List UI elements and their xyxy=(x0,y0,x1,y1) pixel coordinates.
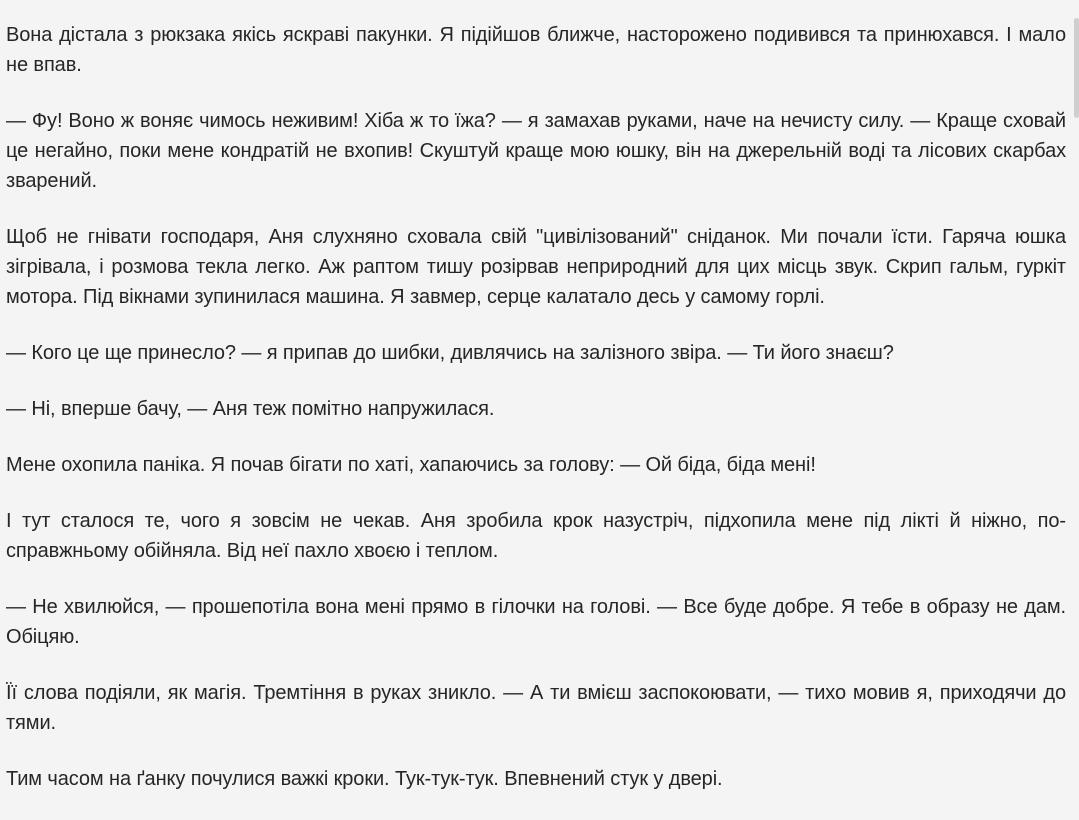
paragraph: — Фу! Воно ж воняє чимось неживим! Хіба ж то їжа? — я замахав руками, наче на нечисту силу. — Краще сховай це негайно, поки мене кондратій не вхопив! Скуштуй краще мою юшку, він на джерельній воді та лісових скарбах зварений. xyxy=(6,110,1066,192)
paragraph: Щоб не гнівати господаря, Аня слухняно сховала свій "цивілізований" сніданок. Ми почали їсти. Гаряча юшка зігрівала, і розмова текла легко. Аж раптом тишу розірвав неприродний для цих місць звук. Скрип гальм, гуркіт мотора. Під вікнами зупинилася машина. Я завмер, серце калатало десь у самому горлі. xyxy=(6,226,1066,308)
paragraph: Мене охопила паніка. Я почав бігати по хаті, хапаючись за голову: — Ой біда, біда мені! xyxy=(6,454,816,476)
paragraph: Тим часом на ґанку почулися важкі кроки. Тук-тук-тук. Впевнений стук у двері. xyxy=(6,768,723,790)
scrollbar-thumb[interactable] xyxy=(1074,18,1079,118)
reading-pane xyxy=(6,20,1066,820)
paragraph: — Не хвилюйся, — прошепотіла вона мені прямо в гілочки на голові. — Все буде добре. Я тебе в образу не дам. Обіцяю. xyxy=(6,596,1066,648)
paragraph: Вона дістала з рюкзака якісь яскраві пакунки. Я підійшов ближче, настороженo подивився та принюхався. І мало не впав. xyxy=(6,24,1066,76)
paragraph: — Кого це ще принесло? — я припав до шибки, дивлячись на залізного звіра. — Ти його знаєш? xyxy=(6,342,894,364)
scrollbar[interactable] xyxy=(1073,0,1079,752)
paragraph: — Ні, вперше бачу, — Аня теж помітно напружилася. xyxy=(6,398,495,420)
paragraph: І тут сталося те, чого я зовсім не чекав. Аня зробила крок назустріч, підхопила мене під лікті й ніжно, по-справжньому обійняла. Від неї пахло хвоєю і теплом. xyxy=(6,510,1066,562)
paragraph: Її слова подіяли, як магія. Тремтіння в руках зникло. — А ти вмієш заспокоювати, — тихо мовив я, приходячи до тями. xyxy=(6,682,1066,734)
